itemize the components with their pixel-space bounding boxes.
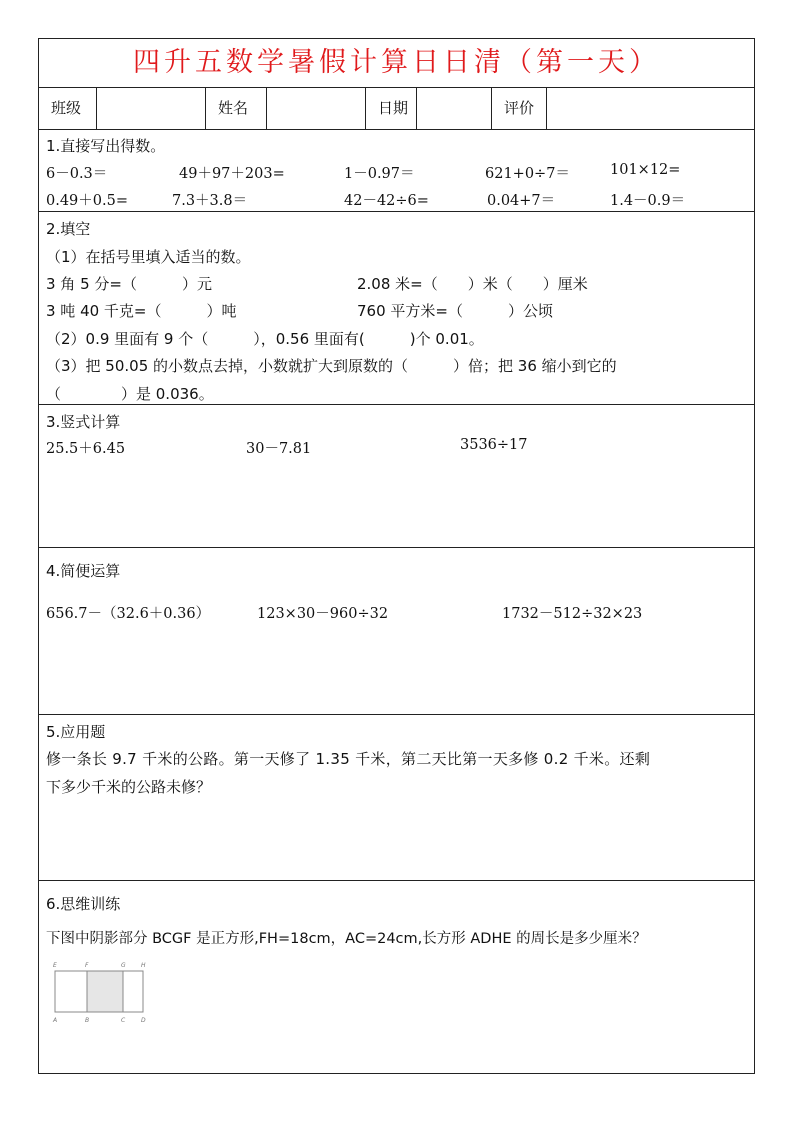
section-heading: 5.应用题 <box>46 723 106 741</box>
worksheet <box>38 38 755 1074</box>
problem: 25.5＋6.45 <box>46 441 126 457</box>
label-b: B <box>85 1017 90 1024</box>
question-text: 修一条长 9.7 千米的公路。第一天修了 1.35 千米，第二天比第一天多修 0.2 千米。还剩 <box>46 750 651 768</box>
problem: 0.04+7＝ <box>487 193 556 209</box>
section-heading: 6.思维训练 <box>46 895 121 913</box>
section-heading: 2.填空 <box>46 220 91 238</box>
section-word-problem <box>39 715 754 881</box>
question-text: 下图中阴影部分 BCGF 是正方形,FH=18cm，AC=24cm,长方形 ADHE 的周长是多少厘米？ <box>46 931 647 947</box>
section-vertical-calc <box>39 405 754 548</box>
problem: 123×30－960÷32 <box>257 606 389 622</box>
problem: 656.7－（32.6＋0.36） <box>46 606 211 622</box>
problem: 1－0.97＝ <box>344 166 415 182</box>
label-e: E <box>53 962 57 969</box>
date-field[interactable] <box>417 87 492 129</box>
question-text: （2）0.9 里面有 9 个（ ），0.56 里面有( )个 0.01。 <box>46 330 484 348</box>
class-label: 班级 <box>39 87 97 129</box>
label-a: A <box>53 1017 58 1024</box>
label-c: C <box>121 1017 126 1024</box>
problem: 7.3＋3.8＝ <box>172 193 248 209</box>
problem: 30－7.81 <box>246 441 312 457</box>
problem: 621+0÷7＝ <box>485 166 570 182</box>
eval-label: 评价 <box>492 87 547 129</box>
problem: 1732－512÷32×23 <box>502 606 643 622</box>
question-text: 3 角 5 分=（ ）元 <box>46 275 212 293</box>
class-field[interactable] <box>97 87 206 129</box>
rectangle-diagram <box>49 959 159 1031</box>
section-direct-answers <box>39 129 754 212</box>
problem: 3536÷17 <box>460 437 528 453</box>
student-info-row <box>39 87 754 130</box>
problem: 1.4－0.9＝ <box>610 193 686 209</box>
section-simplified-calc <box>39 548 754 715</box>
question-text: （1）在括号里填入适当的数。 <box>46 248 251 266</box>
label-g: G <box>121 962 126 969</box>
label-f: F <box>85 962 89 969</box>
question-text: 760 平方米=（ ）公顷 <box>357 302 553 320</box>
question-text: 2.08 米=（ ）米（ ）厘米 <box>357 275 588 293</box>
problem: 0.49＋0.5= <box>46 193 128 209</box>
label-h: H <box>141 962 146 969</box>
page-title: 四升五数学暑假计算日日清（第一天） <box>39 39 754 88</box>
problem: 101×12= <box>610 162 681 178</box>
eval-field[interactable] <box>547 87 756 129</box>
name-label: 姓名 <box>206 87 267 129</box>
section-heading: 3.竖式计算 <box>46 413 121 431</box>
shaded-square-bcgf <box>87 971 123 1012</box>
section-heading: 4.简便运算 <box>46 562 121 580</box>
problem: 49＋97＋203= <box>179 166 285 182</box>
name-field[interactable] <box>267 87 366 129</box>
question-text: 3 吨 40 千克=（ ）吨 <box>46 302 237 320</box>
section-fill-blanks <box>39 212 754 405</box>
problem: 6－0.3＝ <box>46 166 108 182</box>
label-d: D <box>141 1017 146 1024</box>
section-thinking-training <box>39 881 754 1075</box>
question-text: （ ）是 0.036。 <box>46 385 214 403</box>
question-text: （3）把 50.05 的小数点去掉，小数就扩大到原数的（ ）倍；把 36 缩小到它的 <box>46 357 617 375</box>
question-text: 下多少千米的公路未修？ <box>46 778 212 796</box>
problem: 42－42÷6= <box>344 193 429 209</box>
section-heading: 1.直接写出得数。 <box>46 137 166 155</box>
date-label: 日期 <box>366 87 417 129</box>
